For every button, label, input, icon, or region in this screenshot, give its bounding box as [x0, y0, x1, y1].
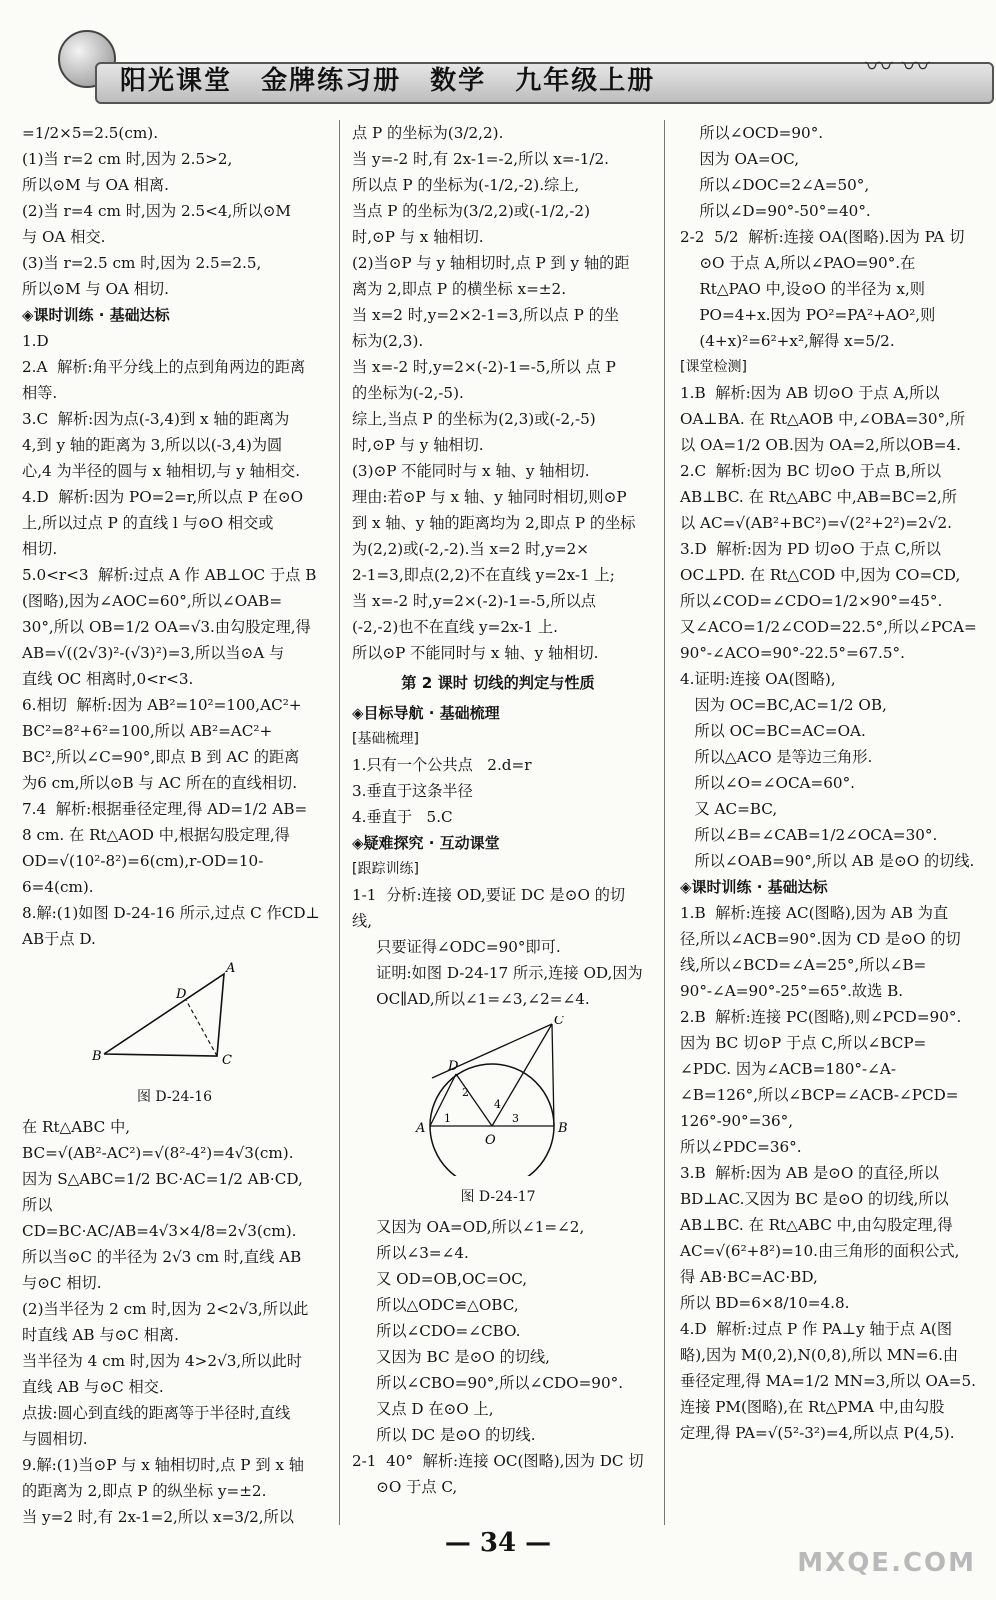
svg-text:O: O	[485, 1133, 496, 1148]
answer-line: AB=√((2√3)²-(√3)²)=3,所以当⊙A 与	[22, 644, 285, 662]
subsection-label: [基础梳理]	[352, 731, 419, 747]
answer-line: BC=√(AB²-AC²)=√(8²-4²)=4√3(cm).	[22, 1144, 294, 1162]
answer-line: 4.D 解析:因为 PO=2=r,所以点 P 在⊙O	[22, 488, 304, 506]
answer-line: 所以 OC=BC=AC=OA.	[680, 722, 866, 740]
answer-line: 2-1 40° 解析:连接 OC(图略),因为 DC 切	[352, 1452, 644, 1470]
answer-line: 所以∠O=∠OCA=60°.	[680, 774, 855, 792]
answer-line: 心,4 为半径的圆与 x 轴相切,与 y 轴相交.	[22, 462, 301, 480]
svg-text:3: 3	[512, 1112, 519, 1125]
answer-line: 所以 BD=6×8/10=4.8.	[680, 1294, 850, 1312]
svg-text:D: D	[448, 1059, 459, 1074]
answer-line: 7.4 解析:根据垂径定理,得 AD=1/2 AB=	[22, 800, 308, 818]
answer-line: 连接 PM(图略),在 Rt△PMA 中,由勾股	[680, 1398, 945, 1416]
column-right	[680, 120, 980, 1446]
answer-line: 1.B 解析:因为 AB 切⊙O 于点 A,所以	[680, 384, 940, 402]
answer-line: BC²,所以∠C=90°,即点 B 到 AC 的距离	[22, 748, 300, 766]
answer-line: 90°-∠ACO=90°-22.5°=67.5°.	[680, 644, 905, 662]
answer-line: 所以△ODC≌△OBC,	[352, 1296, 519, 1314]
answer-line: 5.0<r<3 解析:过点 A 作 AB⊥OC 于点 B	[22, 566, 317, 584]
answer-line: 1.只有一个公共点 2.d=r	[352, 756, 532, 774]
answer-line: 2-1=3,即点(2,2)不在直线 y=2x-1 上;	[352, 566, 615, 584]
svg-text:1: 1	[444, 1112, 451, 1125]
answer-line: OD=√(10²-8²)=6(cm),r-OD=10-	[22, 852, 264, 870]
answer-line: (图略),因为∠AOC=60°,所以∠OAB=	[22, 592, 283, 610]
answer-line: Rt△PAO 中,设⊙O 的半径为 x,则	[680, 280, 925, 298]
answer-line: 定理,得 PA=√(5²-3²)=4,所以点 P(4,5).	[680, 1424, 955, 1442]
figure-caption: 图 D-24-17	[460, 1189, 536, 1205]
svg-text:B: B	[558, 1121, 568, 1136]
answer-line: 与⊙C 相切.	[22, 1274, 102, 1292]
answer-line: BD⊥AC.又因为 BC 是⊙O 的切线,所以	[680, 1190, 949, 1208]
header-title	[120, 62, 673, 100]
answer-line: 当 y=-2 时,有 2x-1=-2,所以 x=-1/2.	[352, 150, 609, 168]
answer-line: 所以∠OAB=90°,所以 AB 是⊙O 的切线.	[680, 852, 975, 870]
answer-line: OC∥AD,所以∠1=∠3,∠2=∠4.	[352, 990, 590, 1008]
svg-text:D: D	[176, 987, 187, 1002]
answer-line: 3.C 解析:因为点(-3,4)到 x 轴的距离为	[22, 410, 290, 428]
answer-line: 6.相切 解析:因为 AB²=10²=100,AC²+	[22, 696, 302, 714]
answer-line: 因为 S△ABC=1/2 BC·AC=1/2 AB·CD,	[22, 1170, 303, 1188]
answer-line: 所以∠D=90°-50°=40°.	[680, 202, 871, 220]
answer-line: 时直线 AB 与⊙C 相离.	[22, 1326, 179, 1344]
lesson-title: 第 2 课时 切线的判定与性质	[401, 674, 595, 692]
answer-line: 标为(2,3).	[352, 332, 424, 350]
answer-line: 理由:若⊙P 与 x 轴、y 轴同时相切,则⊙P	[352, 488, 627, 506]
answer-line: 当点 P 的坐标为(3/2,2)或(-1/2,-2)	[352, 202, 591, 220]
answer-line: 以 AC=√(AB²+BC²)=√(2²+2²)=2√2.	[680, 514, 952, 532]
answer-line: (4+x)²=6²+x²,解得 x=5/2.	[680, 332, 895, 350]
section-heading: ◈疑难探究 · 互动课堂	[352, 834, 500, 852]
answer-line: 垂径定理,得 MA=1/2 MN=3,所以 OA=5.	[680, 1372, 977, 1390]
answer-line: 2.C 解析:因为 BC 切⊙O 于点 B,所以	[680, 462, 942, 480]
answer-line: 8.解:(1)如图 D-24-16 所示,过点 C 作CD⊥	[22, 904, 320, 922]
answer-line: 上,所以过点 P 的直线 l 与⊙O 相交或	[22, 514, 274, 532]
answer-line: 4.证明:连接 OA(图略),	[680, 670, 836, 688]
svg-text:C: C	[222, 1053, 232, 1068]
answer-line: 2-2 5/2 解析:连接 OA(图略).因为 PA 切	[680, 228, 965, 246]
answer-line: 所以∠CBO=90°,所以∠CDO=90°.	[352, 1374, 624, 1392]
answer-line: 4,到 y 轴的距离为 3,所以以(-3,4)为圆	[22, 436, 283, 454]
answer-line: 略),因为 M(0,2),N(0,8),所以 MN=6.由	[680, 1346, 959, 1364]
answer-line: 6=4(cm).	[22, 878, 94, 896]
answer-line: 当半径为 4 cm 时,因为 4>2√3,所以此时	[22, 1352, 302, 1370]
answer-line: BC²=8²+6²=100,所以 AB²=AC²+	[22, 722, 273, 740]
answer-line: 1.B 解析:连接 AC(图略),因为 AB 为直	[680, 904, 949, 922]
answer-line: 所以当⊙C 的半径为 2√3 cm 时,直线 AB	[22, 1248, 302, 1266]
answer-line: 线,所以∠BCD=∠A=25°,所以∠B=	[680, 956, 927, 974]
answer-line: 因为 BC 切⊙P 于点 C,所以∠BCP=	[680, 1034, 927, 1052]
answer-line: 离为 2,即点 P 的横坐标 x=±2.	[352, 280, 567, 298]
answer-line: 2.B 解析:连接 PC(图略),则∠PCD=90°.	[680, 1008, 962, 1026]
answer-line: 证明:如图 D-24-17 所示,连接 OD,因为	[352, 964, 643, 982]
answer-line: 当 x=2 时,y=2×2-1=3,所以点 P 的坐	[352, 306, 619, 324]
answer-line: 当 x=-2 时,y=2×(-2)-1=-5,所以点	[352, 592, 596, 610]
answer-line: 9.解:(1)当⊙P 与 x 轴相切时,点 P 到 x 轴	[22, 1456, 304, 1474]
svg-text:A: A	[226, 961, 236, 976]
page-number: — 34 —	[444, 1528, 552, 1558]
answer-line: OC⊥PD. 在 Rt△COD 中,因为 CO=CD,	[680, 566, 961, 584]
answer-line: 8 cm. 在 Rt△AOD 中,根据勾股定理,得	[22, 826, 290, 844]
answer-line: 所以⊙P 不能同时与 x 轴、y 轴相切.	[352, 644, 599, 662]
answer-line: OA⊥BA. 在 Rt△AOB 中,∠OBA=30°,所	[680, 410, 966, 428]
answer-line: 得 AB·BC=AC·BD,	[680, 1268, 818, 1286]
answer-line: 又 AC=BC,	[680, 800, 778, 818]
answer-line: 又∠ACO=1/2∠COD=22.5°,所以∠PCA=	[680, 618, 977, 636]
answer-line: 所以∠PDC=36°.	[680, 1138, 802, 1156]
answer-line: ∠B=126°,所以∠BCP=∠ACB-∠PCD=	[680, 1086, 959, 1104]
answer-line: 当 y=2 时,有 2x-1=2,所以 x=3/2,所以	[22, 1508, 294, 1526]
answer-line: 4.垂直于 5.C	[352, 808, 453, 826]
answer-line: 1.D	[22, 332, 49, 350]
answer-line: 相切.	[22, 540, 58, 558]
watermark-logo: MXQE.COM	[797, 1548, 976, 1578]
column-middle	[352, 120, 644, 1500]
answer-line: 时,⊙P 与 x 轴相切.	[352, 228, 484, 246]
svg-text:A: A	[416, 1121, 426, 1136]
answer-line: 所以∠CDO=∠CBO.	[352, 1322, 521, 1340]
page-header	[0, 0, 996, 118]
series-label: 金牌练习册	[261, 66, 402, 96]
subsection-label: [课堂检测]	[680, 359, 747, 375]
figure-caption: 图 D-24-16	[136, 1089, 213, 1105]
answer-line: (2)当 r=4 cm 时,因为 2.5<4,所以⊙M	[22, 202, 291, 220]
answer-line: 126°-90°=36°,	[680, 1112, 794, 1130]
answer-line: ⊙O 于点 A,所以∠PAO=90°.在	[680, 254, 916, 272]
answer-line: 3.B 解析:因为 AB 是⊙O 的直径,所以	[680, 1164, 939, 1182]
answer-line: 所以∠COD=∠CDO=1/2×90°=45°.	[680, 592, 943, 610]
answer-line: =1/2×5=2.5(cm).	[22, 124, 159, 142]
answer-line: 到 x 轴、y 轴的距离均为 2,即点 P 的坐标	[352, 514, 636, 532]
answer-line: 与 OA 相交.	[22, 228, 106, 246]
answer-line: 以 OA=1/2 OB.因为 OA=2,所以OB=4.	[680, 436, 961, 454]
answer-line: 所以点 P 的坐标为(-1/2,-2).综上,	[352, 176, 580, 194]
section-heading: ◈目标导航 · 基础梳理	[352, 704, 500, 722]
svg-text:C: C	[554, 1016, 564, 1028]
column-divider	[664, 120, 665, 1525]
answer-line: (2)当⊙P 与 y 轴相切时,点 P 到 y 轴的距	[352, 254, 630, 272]
grade-label: 九年级上册	[515, 66, 656, 96]
answer-line: 直线 AB 与⊙C 相交.	[22, 1378, 164, 1396]
answer-line: 3.D 解析:因为 PD 切⊙O 于点 C,所以	[680, 540, 941, 558]
answer-line: 因为 OA=OC,	[680, 150, 800, 168]
answer-line: 的距离为 2,即点 P 的纵坐标 y=±2.	[22, 1482, 267, 1500]
answer-line: 点 P 的坐标为(3/2,2).	[352, 124, 504, 142]
answer-line: 所以△ACO 是等边三角形.	[680, 748, 873, 766]
answer-line: 30°,所以 OB=1/2 OA=√3.由勾股定理,得	[22, 618, 311, 636]
answer-line: (3)⊙P 不能同时与 x 轴、y 轴相切.	[352, 462, 590, 480]
answer-line: 所以⊙M 与 OA 相离.	[22, 176, 169, 194]
answer-line: 所以 DC 是⊙O 的切线.	[352, 1426, 536, 1444]
figure-d-24-17	[352, 1016, 644, 1210]
answer-line: AC=√(6²+8²)=10.由三角形的面积公式,	[680, 1242, 960, 1260]
figure-d-24-16	[22, 956, 327, 1110]
answer-line: ⊙O 于点 C,	[352, 1478, 458, 1496]
answer-line: 点拔:圆心到直线的距离等于半径时,直线	[22, 1404, 291, 1422]
answer-line: 又因为 BC 是⊙O 的切线,	[352, 1348, 551, 1366]
answer-line: 为(2,2)或(-2,-2).当 x=2 时,y=2×	[352, 540, 589, 558]
answer-line: AB⊥BC. 在 Rt△ABC 中,由勾股定理,得	[680, 1216, 953, 1234]
answer-line: 90°-∠A=90°-25°=65°.故选 B.	[680, 982, 904, 1000]
answer-line: 2.A 解析:角平分线上的点到角两边的距离	[22, 358, 306, 376]
birds-icon: 〰︎ ︎〰	[865, 50, 930, 83]
column-left	[22, 120, 327, 1530]
answer-line: 为6 cm,所以⊙B 与 AC 所在的直线相切.	[22, 774, 298, 792]
answer-line: 直线 OC 相离时,0<r<3.	[22, 670, 194, 688]
answer-line: 与圆相切.	[22, 1430, 88, 1448]
answer-line: 又点 D 在⊙O 上,	[352, 1400, 494, 1418]
answer-line: 综上,当点 P 的坐标为(2,3)或(-2,-5)	[352, 410, 596, 428]
svg-text:2: 2	[462, 1086, 469, 1099]
answer-line: AB⊥BC. 在 Rt△ABC 中,AB=BC=2,所	[680, 488, 958, 506]
answer-line: 当 x=-2 时,y=2×(-2)-1=-5,所以 点 P	[352, 358, 616, 376]
answer-line: (3)当 r=2.5 cm 时,因为 2.5=2.5,	[22, 254, 262, 272]
answer-line: (1)当 r=2 cm 时,因为 2.5>2,	[22, 150, 233, 168]
answer-line: 在 Rt△ABC 中,	[22, 1118, 131, 1136]
answer-line: PO=4+x.因为 PO²=PA²+AO²,则	[680, 306, 936, 324]
answer-line: 又因为 OA=OD,所以∠1=∠2,	[352, 1218, 585, 1236]
answer-line: (-2,-2)也不在直线 y=2x-1 上.	[352, 618, 558, 636]
answer-line: 的坐标为(-2,-5).	[352, 384, 464, 402]
answer-line: 只要证得∠ODC=90°即可.	[352, 938, 561, 956]
answer-line: (2)当半径为 2 cm 时,因为 2<2√3,所以此	[22, 1300, 309, 1318]
answer-line: 相等.	[22, 384, 58, 402]
answer-line: 径,所以∠ACB=90°.因为 CD 是⊙O 的切	[680, 930, 961, 948]
answer-line: 时,⊙P 与 y 轴相切.	[352, 436, 484, 454]
column-divider	[339, 120, 340, 1525]
circle-tangent-figure	[352, 1016, 642, 1176]
answer-line: 所以∠OCD=90°.	[680, 124, 824, 142]
triangle-figure	[22, 956, 322, 1076]
answer-line: 所以∠B=∠CAB=1/2∠OCA=30°.	[680, 826, 938, 844]
answer-line: 1-1 分析:连接 OD,要证 DC 是⊙O 的切线,	[352, 886, 626, 930]
section-heading: ◈课时训练 · 基础达标	[22, 306, 170, 324]
answer-line: 又 OD=OB,OC=OC,	[352, 1270, 528, 1288]
answer-line: 所以∠3=∠4.	[352, 1244, 469, 1262]
answer-line: 因为 OC=BC,AC=1/2 OB,	[680, 696, 887, 714]
svg-text:B: B	[92, 1049, 102, 1064]
section-heading: ◈课时训练 · 基础达标	[680, 878, 828, 896]
answer-line: 所以∠DOC=2∠A=50°,	[680, 176, 870, 194]
answer-line: AB于点 D.	[22, 930, 96, 948]
answer-line: 所以⊙M 与 OA 相切.	[22, 280, 169, 298]
brand-label: 阳光课堂	[120, 66, 233, 96]
answer-line: 所以 CD=BC·AC/AB=4√3×4/8=2√3(cm).	[22, 1196, 297, 1240]
subject-label: 数学	[430, 66, 487, 96]
answer-line: 3.垂直于这条半径	[352, 782, 473, 800]
svg-text:4: 4	[494, 1098, 501, 1111]
answer-line: ∠PDC. 因为∠ACB=180°-∠A-	[680, 1060, 896, 1078]
answer-line: 4.D 解析:过点 P 作 PA⊥y 轴于点 A(图	[680, 1320, 953, 1338]
subsection-label: [跟踪训练]	[352, 861, 419, 877]
